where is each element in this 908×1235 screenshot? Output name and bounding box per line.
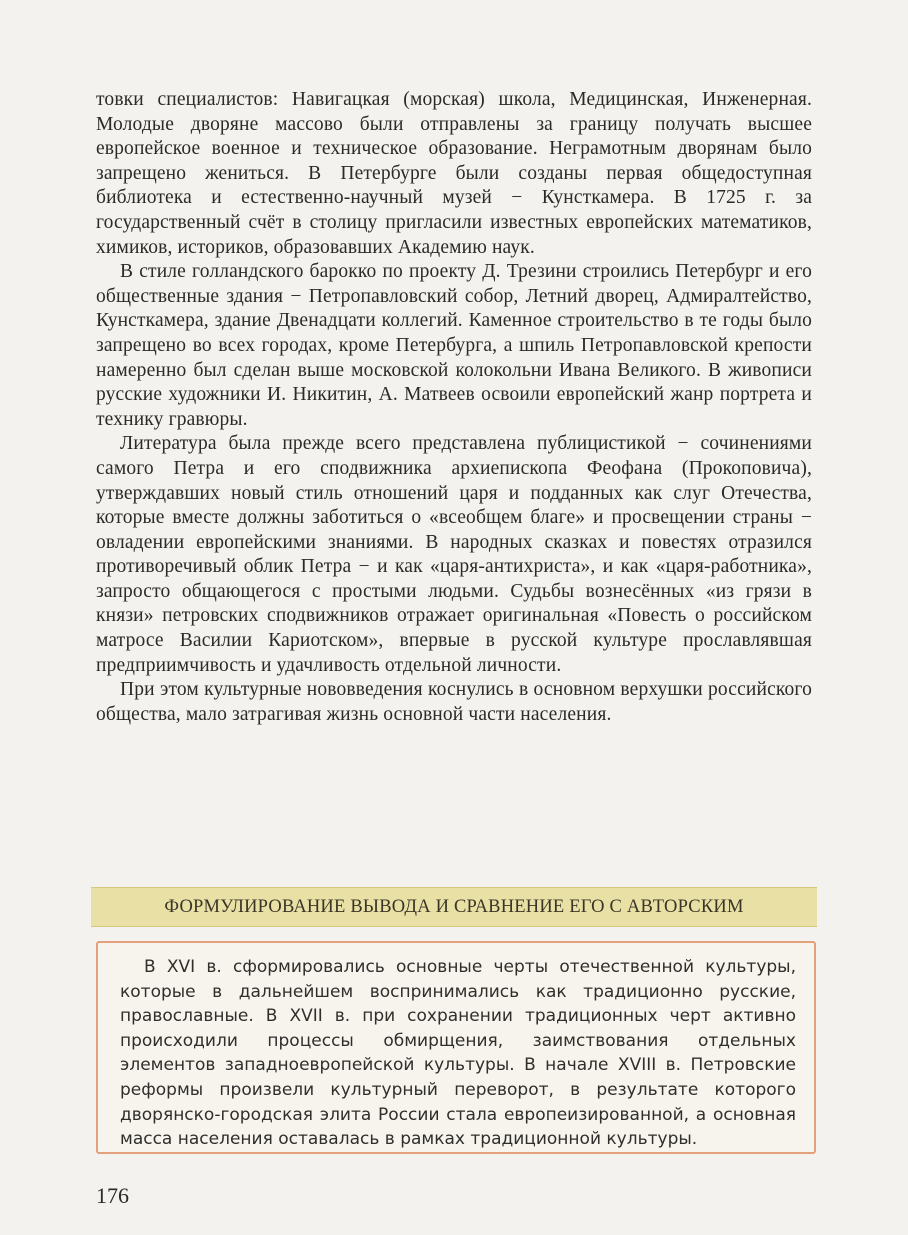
paragraph-1: товки специалистов: Навигацкая (морская) школа, Медицинская, Инженерная. Молодые дворяне массово были отправлены за границу получать высшее европейское военное и техническое образование. Неграмотным дворянам было запрещено жениться. В Петербурге были созданы первая общедоступная библиотека и естественно-научный музей − Кунсткамера. В 1725 г. за государственный счёт в столицу пригласили известных европейских математиков, химиков, историков, образовавших Академию наук. — [96, 89, 812, 258]
paragraph-3: Литература была прежде всего представлена публицистикой − сочинениями самого Петра и его сподвижника архиепископа Феофана (Прокоповича), утверждавших новый стиль отношений царя и подданных как слуг Отечества, которые вместе должны заботиться о «всеобщем благе» и просвещении страны − овладении европейскими знаниями. В народных сказках и повестях отразился противоречивый облик Петра − и как «царя-антихриста», и как «царя-работника», запросто общающегося с простыми людьми. Судьбы вознесённых «из грязи в князи» петровских сподвижников отражает оригинальная «Повесть о российском матросе Василии Кариотском», впервые в русской культуре прославлявшая предприимчивость и удачливость отдельной личности. — [96, 433, 812, 676]
page-number: 176 — [96, 1183, 129, 1208]
main-text — [96, 88, 812, 727]
section-heading: ФОРМУЛИРОВАНИЕ ВЫВОДА И СРАВНЕНИЕ ЕГО С АВТОРСКИМ — [91, 887, 817, 927]
paragraph-2: В стиле голландского барокко по проекту Д. Трезини строились Петербург и его общественные здания − Петропавловский собор, Летний дворец, Адмиралтейство, Кунсткамера, здание Двенадцати коллегий. Каменное строительство в те годы было запрещено во всех городах, кроме Петербурга, а шпиль Петропавловской крепости намеренно был сделан выше московской колокольни Ивана Великого. В живописи русские художники И. Никитин, А. Матвеев освоили европейский жанр портрета и технику гравюры. — [96, 261, 812, 430]
conclusion-text: В XVI в. сформировались основные черты отечественной культуры, которые в дальнейшем воспринимались как традиционно русские, православные. В XVII в. при сохранении традиционных черт активно происходили процессы обмирщения, заимствования отдельных элементов западноевропейской культуры. В начале XVIII в. Петровские реформы произвели культурный переворот, в результате которого дворянско-городская элита России стала европеизированной, а основная масса населения оставалась в рамках традиционной культуры. — [120, 957, 796, 1150]
conclusion-box — [96, 941, 816, 1154]
paragraph-4: При этом культурные нововведения коснулись в основном верхушки российского общества, мало затрагивая жизнь основной части населения. — [96, 679, 812, 725]
